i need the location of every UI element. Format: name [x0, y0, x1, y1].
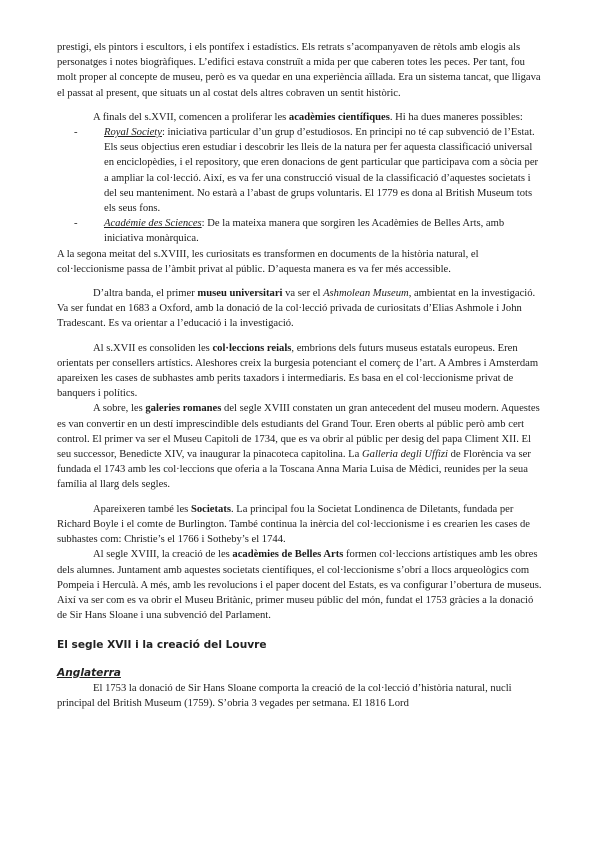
list-item: - Académie des Sciences: De la mateixa manera que sorgiren les Acadèmies de Belles Arts, amb iniciativa monàrquica. [74, 218, 505, 245]
bold-term: Societats [190, 503, 231, 515]
section-heading: El segle XVII i la creació del Louvre [57, 639, 267, 652]
paragraph-1: prestigi, els pintors i escultors, i els pontífex i estadístics. Els retrats s’acompanyaven de rètols amb elogis als personatges i notes biogràfiques. L’edifici estava construït a mida per que caberen totes les peces. Per tant, fou molt proper al concepte de museu, però es va quedar en una experiència aïllada. Era un sistema tancat, que lligava el passat al present, que situats un al costat dels altres cobraven un sentit històric. [57, 42, 541, 99]
bullet-dash: - [74, 127, 78, 139]
document-page [57, 40, 543, 711]
bold-term: acadèmies de Belles Arts [232, 549, 344, 561]
paragraph-4: D’altra banda, el primer museu universitari va ser el Ashmolean Museum, ambientat en la investigació. Va ser fundat en 1683 a Oxford, amb la donació de la col·lecció privada de curiositats d’Elias Ashmole i John Tradescant. Es va orientar a l’educació i la investigació. [57, 288, 536, 330]
italic-term: Ashmolean Museum [323, 288, 409, 300]
bullet-dash: - [74, 218, 78, 230]
paragraph-7: Apareixeren també les Societats. La principal fou la Societat Londinenca de Diletants, fundada per Richard Boyle i el comte de Burlington. També continua la inèrcia del col·leccionisme i es crearien les cases de subhastes com: Christie’s el 1766 i Sotheby’s el 1744. [57, 503, 530, 546]
paragraph-2: A finals del s.XVII, comencen a proliferar les acadèmies científiques. Hi ha dues maneres possibles: [93, 111, 523, 123]
bullet-list [57, 125, 543, 247]
list-item: - Royal Society: iniciativa particular d’un grup d’estudiosos. En principi no té cap subvenció de l’Estat. Els seus objectius eren estudiar i descobrir les lleis de la natura per fer aquesta classificació universal en enciclopèdies, i el repository, que eren donacions de gent particular que participava com a sòcia per a ampliar la col·lecció. Així, es va fer una construcció visual de la classificació d’aquestes societats i del seu manteniment. No estarà a l’abast de grups voluntaris. El 1779 es dona al British Museum tots els seus fons. [74, 127, 539, 215]
paragraph-5: Al s.XVII es consoliden les col·leccions reials, embrions dels futurs museus estatals europeus. Eren orientats per consellers artístics. Aleshores creix la burgesia potenciant el comerç de l’art. A Ambres i Amsterdam apareixen les cases de subhastes amb perits taxadors i intermediaris. Es basa en el col·leccionisme privat de banquers i polítics. [57, 342, 539, 400]
bold-term: museu universitari [197, 288, 283, 300]
subsection-heading: Anglaterra [57, 666, 121, 679]
term-academie-des-sciences: Académie des Sciences [104, 218, 202, 230]
paragraph-3: A la segona meitat del s.XVIII, les curiositats es transformen en documents de la història natural, el col·leccionisme passa de l’àmbit privat al públic. D’aquesta manera es va fer més accessible. [57, 248, 479, 275]
bold-term: galeries romanes [145, 403, 222, 415]
term-royal-society: Royal Society [104, 127, 162, 139]
paragraph-6: A sobre, les galeries romanes del segle XVIII constaten un gran antecedent del museu modern. Aquestes es van convertir en un destí imprescindible dels estudiants del Grand Tour. Eren oberts al públic però amb cert control. El primer va ser el Museu Capitoli de 1734, que es va obrir al públic per desig del papa Climent XII. El seu successor, Benedicte XIV, va inaugurar la pinacoteca capitolina. La Galleria degli Uffizi de Florència va ser fundada el 1743 amb les col·leccions que oferia a la Toscana Anna Maria Luisa de Mèdici, reunides per la seua família al llarg dels segles. [57, 403, 540, 491]
bold-term: col·leccions reials [212, 342, 292, 354]
bold-term: acadèmies científiques [288, 111, 390, 123]
paragraph-8: Al segle XVIII, la creació de les acadèmies de Belles Arts formen col·leccions artístiques amb les obres dels alumnes. Juntament amb aquestes societats científiques, el col·leccionisme s’obrí a llocs arqueològics com Pompeia i Herculà. A més, amb les revolucions i el paper docent del Estats, es va configurar l’obertura de museus. Així va ser com es va obrir el Museu Britànic, primer museu públic del món, fundat el 1753 gràcies a la donació de Sir Hans Sloane i una subvenció del Parlament. [57, 549, 542, 622]
italic-term: Galleria degli Uffizi [362, 449, 448, 461]
paragraph-9: El 1753 la donació de Sir Hans Sloane comporta la creació de la col·lecció d’història natural, nucli principal del British Museum (1759). S’obria 3 vegades per setmana. El 1816 Lord [57, 682, 512, 709]
